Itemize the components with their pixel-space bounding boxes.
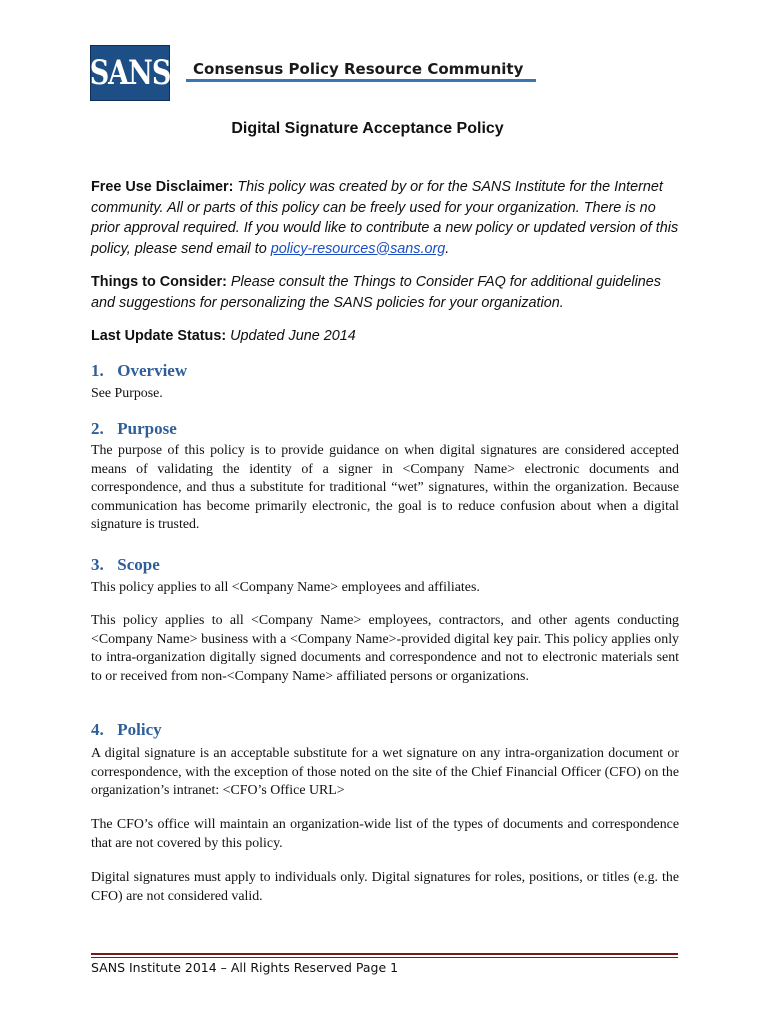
heading-number: 3.: [91, 555, 104, 574]
scope-paragraph-1: This policy applies to all <Company Name> employees and affiliates.: [91, 580, 480, 595]
heading-title: Policy: [117, 720, 162, 739]
update-label: Last Update Status:: [91, 328, 227, 344]
disclaimer-trailing: .: [445, 240, 450, 257]
heading-policy: [91, 720, 162, 740]
page-footer: SANS Institute 2014 – All Rights Reserved Page 1: [91, 960, 399, 975]
update-text: Updated June 2014: [230, 328, 356, 344]
logo-text: SANS: [89, 53, 171, 93]
heading-overview: [91, 361, 187, 381]
last-update-status: [91, 326, 681, 347]
scope-paragraph-2: This policy applies to all <Company Name> employees, contractors, and other agents conducting <Company Name> business with a <Company Name>-provided digital key pair. This policy applies only to intra-organization digitally signed documents and correspondence and not to electronic materials sent to or received from non-<Company Name> affiliated persons or organizations.: [91, 613, 679, 684]
policy-email-link[interactable]: policy-resources@sans.org: [270, 240, 446, 257]
footer-rule-thin: [91, 957, 678, 958]
heading-scope: [91, 555, 160, 575]
disclaimer-text: This policy was created by or for the SANS Institute for the Internet community. All or parts of this policy can be freely used for your organization. There is no prior approval required. If you would like to contribute a new policy or updated version of this policy, please send email to: [91, 179, 679, 257]
sans-logo: [90, 45, 170, 101]
footer-rule-thick: [91, 953, 678, 955]
heading-number: 1.: [91, 361, 104, 380]
disclaimer-label: Free Use Disclaimer:: [91, 179, 234, 195]
document-title: Digital Signature Acceptance Policy: [231, 120, 504, 137]
overview-paragraph: See Purpose.: [91, 386, 163, 401]
heading-title: Purpose: [117, 419, 177, 438]
things-to-consider: [91, 272, 681, 313]
free-use-disclaimer: [91, 177, 681, 259]
heading-number: 2.: [91, 419, 104, 438]
heading-purpose: [91, 419, 177, 439]
purpose-paragraph: The purpose of this policy is to provide guidance on when digital signatures are considered accepted means of validating the identity of a signer in <Company Name> electronic documents and correspondence, and thus a substitute for traditional “wet” signatures, within the organization. Because communication has become primarily electronic, the goal is to reduce confusion about when a digital signature is trusted.: [91, 443, 679, 533]
policy-paragraph-1: A digital signature is an acceptable substitute for a wet signature on any intra-organization document or correspondence, with the exception of those noted on the site of the Chief Financial Officer (CFO) on the organization’s intranet: <CFO’s Office URL>: [91, 746, 679, 799]
things-text: Please consult the Things to Consider FAQ for additional guidelines and suggestions for personalizing the SANS policies for your organization.: [91, 274, 662, 311]
heading-title: Scope: [117, 555, 160, 574]
header-rule: [186, 79, 536, 82]
heading-number: 4.: [91, 720, 104, 739]
policy-paragraph-3: Digital signatures must apply to individuals only. Digital signatures for roles, positions, or titles (e.g. the CFO) are not considered valid.: [91, 870, 679, 904]
policy-paragraph-2: The CFO’s office will maintain an organization-wide list of the types of documents and correspondence that are not covered by this policy.: [91, 817, 679, 851]
things-label: Things to Consider:: [91, 274, 227, 290]
community-title: Consensus Policy Resource Community: [193, 60, 524, 78]
heading-title: Overview: [117, 361, 188, 380]
